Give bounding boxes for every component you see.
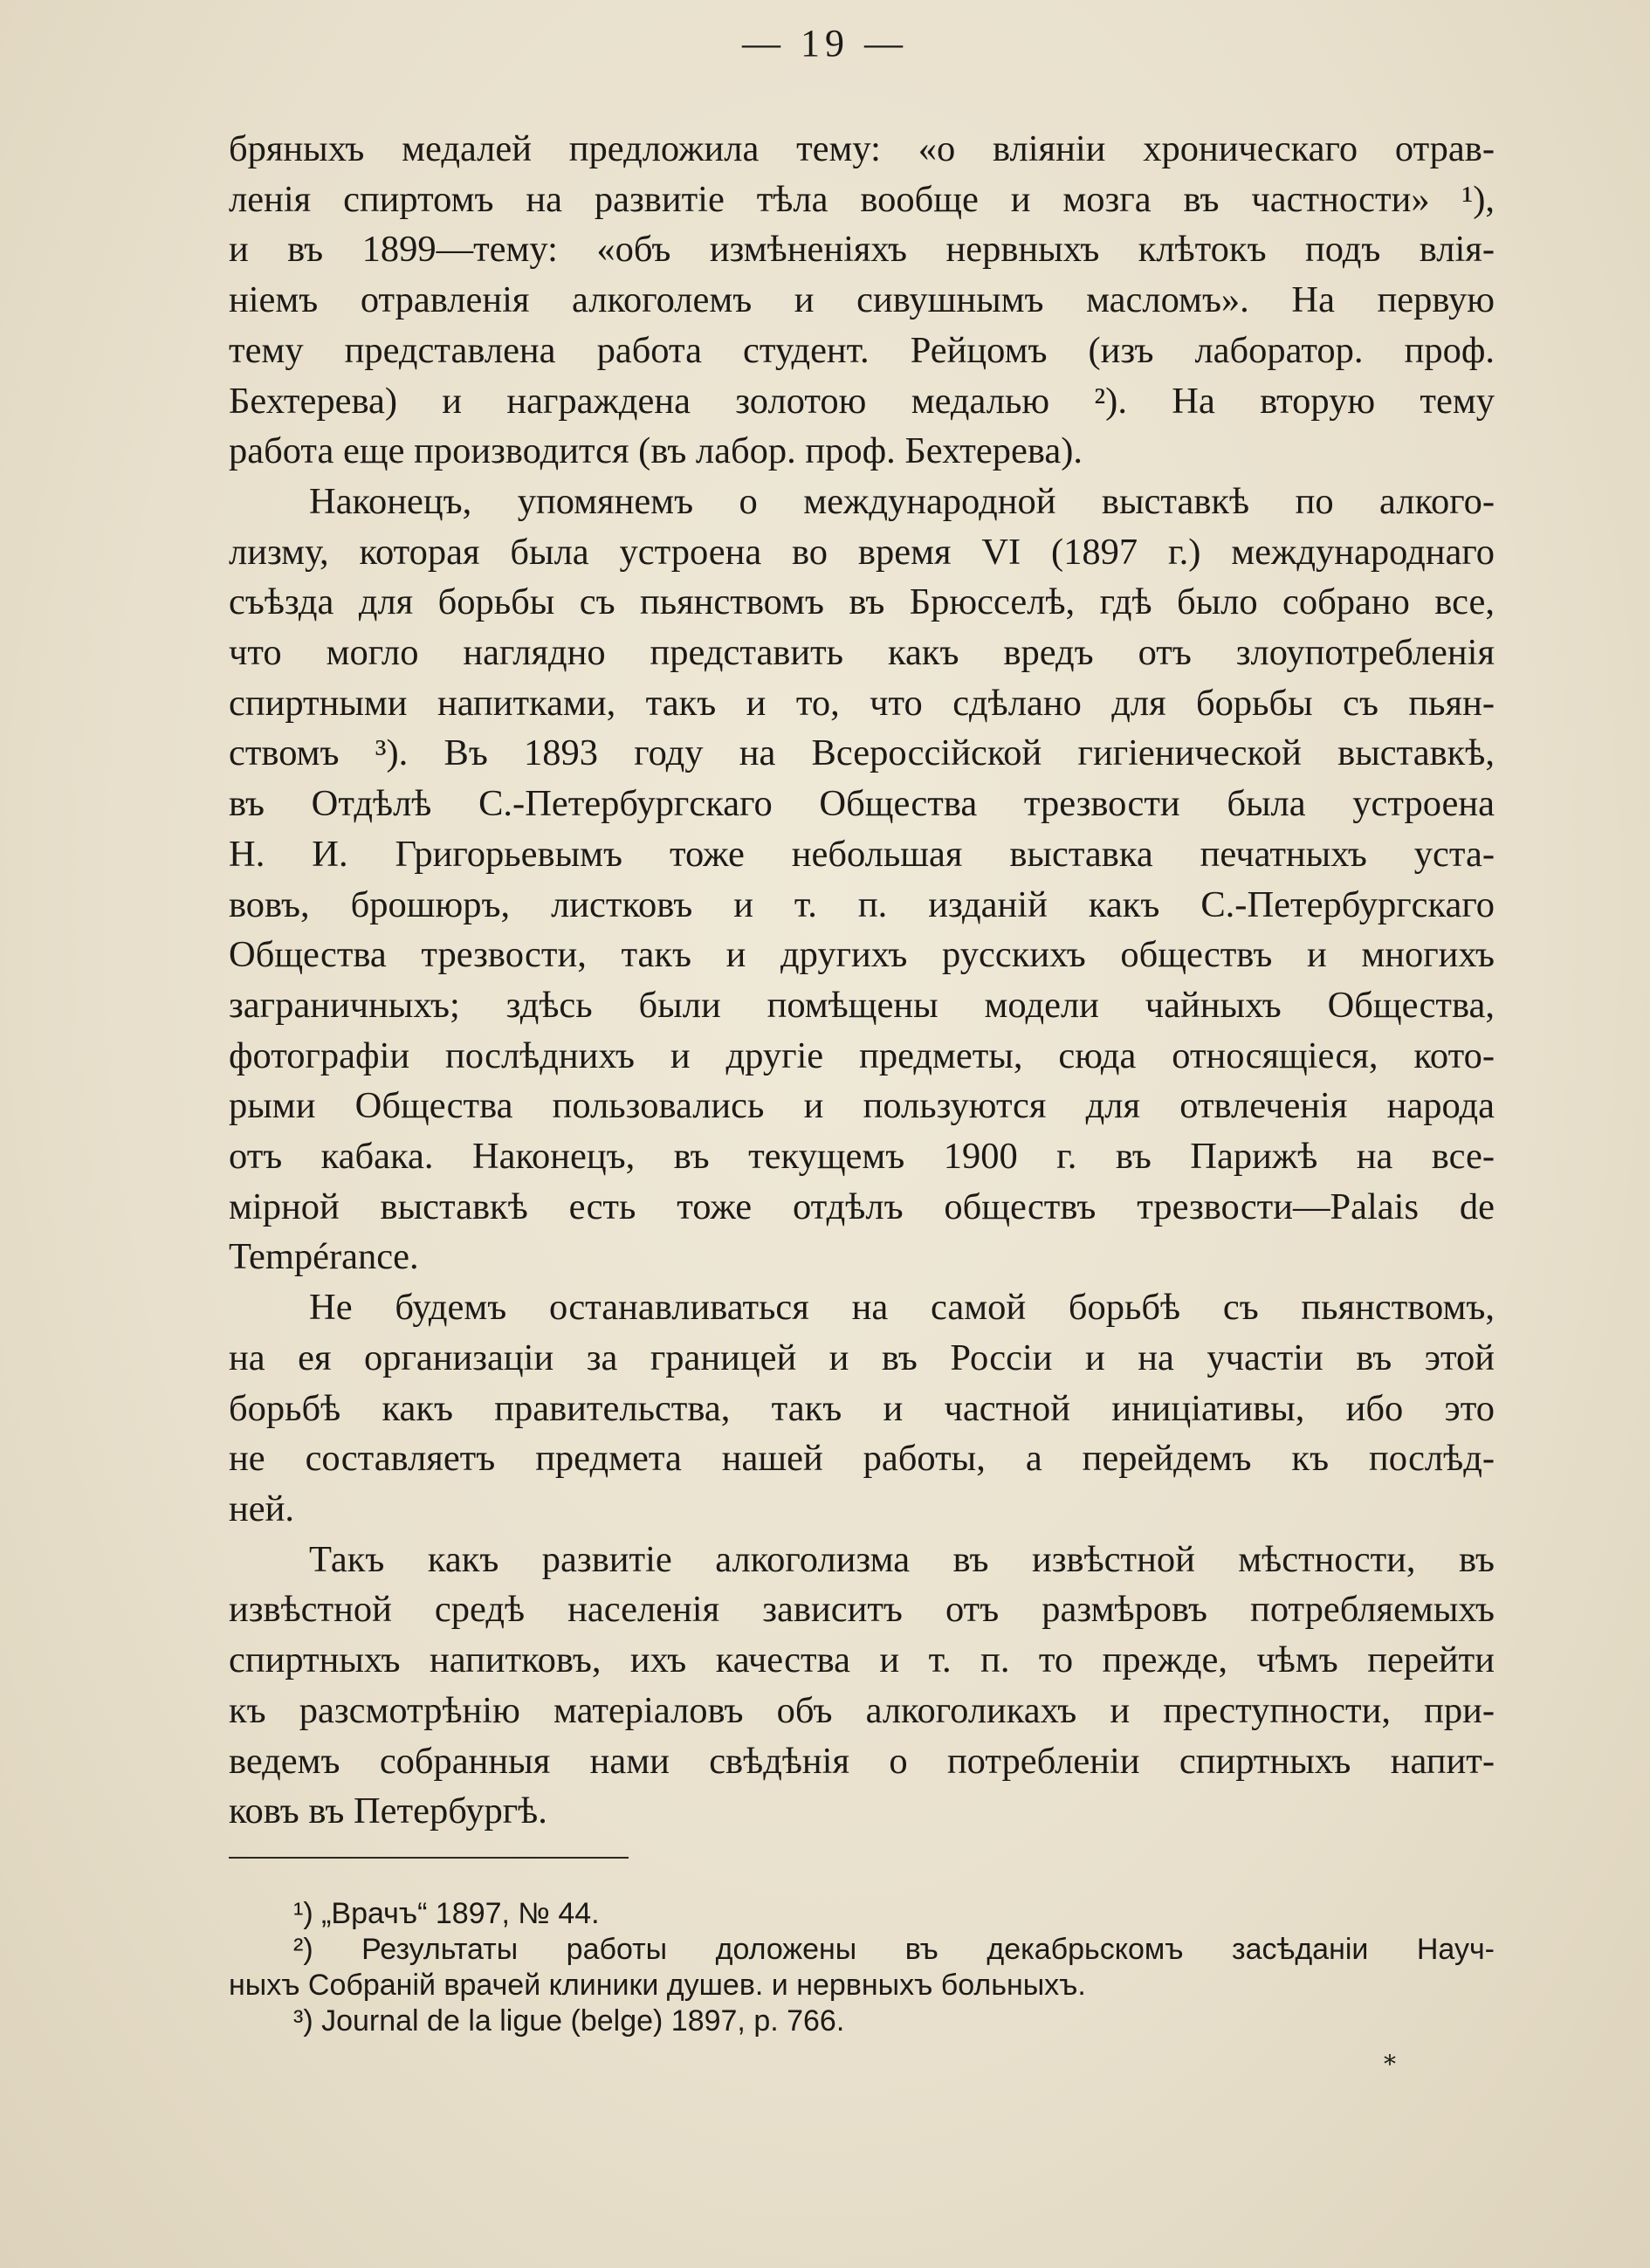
text-line: Н. И. Григорьевымъ тоже небольшая выставка печатныхъ уста-: [229, 833, 1495, 875]
footnote-1: ¹) „Врачъ“ 1897, № 44.: [293, 1897, 600, 1930]
footnote-separator: [229, 1857, 629, 1859]
text-line: заграничныхъ; здѣсь были помѣщены модели чайныхъ Общества,: [229, 984, 1495, 1026]
text-line: вовъ, брошюръ, листковъ и т. п. изданій какъ С.-Петербургскаго: [229, 883, 1495, 925]
text-line: ленія спиртомъ на развитіе тѣла вообще и мозга въ частности» ¹),: [229, 178, 1495, 220]
text-line: что могло наглядно представить какъ вредъ отъ злоупотребленія: [229, 632, 1495, 674]
footnote-2: ²) Результаты работы доложены въ декабрьскомъ засѣданіи Науч-: [293, 1933, 1495, 1966]
paragraph-3: [229, 1282, 1495, 1535]
text-line: борьбѣ какъ правительства, такъ и частной иниціативы, ибо это: [229, 1387, 1495, 1429]
text-line: ковъ въ Петербургѣ.: [229, 1790, 547, 1832]
text-line: тему представлена работа студент. Рейцомъ (изъ лаборатор. проф.: [229, 329, 1495, 371]
text-line: спиртныхъ напитковъ, ихъ качества и т. п. то прежде, чѣмъ перейти: [229, 1639, 1495, 1681]
text-line: на ея организаціи за границей и въ Россіи и на участіи въ этой: [229, 1337, 1495, 1378]
text-line: бряныхъ медалей предложила тему: «о вліяніи хроническаго отрав-: [229, 128, 1495, 169]
page-number: — 19 —: [742, 22, 908, 65]
text-line: не составляетъ предмета нашей работы, а перейдемъ къ послѣд-: [229, 1438, 1495, 1480]
text-line: Не будемъ останавливаться на самой борьбѣ съ пьянствомъ,: [309, 1287, 1495, 1329]
text-line: Такъ какъ развитіе алкоголизма въ извѣстной мѣстности, въ: [309, 1538, 1495, 1580]
text-line: въ Отдѣлѣ С.-Петербургскаго Общества трезвости была устроена: [229, 783, 1495, 825]
text-line: работа еще производится (въ лабор. проф. Бехтерева).: [229, 430, 1083, 472]
main-text: [229, 124, 1495, 1837]
text-line: рыми Общества пользовались и пользуются для отвлеченія народа: [229, 1085, 1495, 1127]
text-line: ведемъ собранныя нами свѣдѣнія о потребленіи спиртныхъ напит-: [229, 1740, 1495, 1782]
printer-mark: *: [1384, 2050, 1396, 2079]
footnote-2-continuation: ныхъ Собраній врачей клиники душев. и нервныхъ больныхъ.: [229, 1969, 1086, 2002]
text-line: съѣзда для борьбы съ пьянствомъ въ Брюсселѣ, гдѣ было собрано все,: [229, 581, 1495, 623]
text-line: фотографіи послѣднихъ и другіе предметы, сюда относящіеся, кото-: [229, 1034, 1495, 1076]
text-line: спиртными напитками, такъ и то, что сдѣлано для борьбы съ пьян-: [229, 682, 1495, 724]
text-line: ствомъ ³). Въ 1893 году на Всероссійской гигіенической выставкѣ,: [229, 732, 1495, 774]
text-line: и въ 1899—тему: «объ измѣненіяхъ нервныхъ клѣтокъ подъ влія-: [229, 229, 1495, 271]
text-line: Общества трезвости, такъ и другихъ русскихъ обществъ и многихъ: [229, 934, 1495, 976]
text-line: отъ кабака. Наконецъ, въ текущемъ 1900 г. въ Парижѣ на все-: [229, 1136, 1495, 1178]
paragraph-2: [229, 477, 1495, 1282]
paragraph-1: [229, 124, 1495, 477]
paragraph-4: [229, 1535, 1495, 1837]
text-line: къ разсмотрѣнію матеріаловъ объ алкоголикахъ и преступности, при-: [229, 1689, 1495, 1731]
footnote-3: ³) Journal de la ligue (belge) 1897, p. 766.: [293, 2004, 845, 2038]
text-line: извѣстной средѣ населенія зависитъ отъ размѣровъ потребляемыхъ: [229, 1589, 1495, 1631]
text-line: Бехтерева) и награждена золотою медалью ²). На вторую тему: [229, 380, 1495, 422]
text-line: Tempérance.: [229, 1236, 419, 1278]
footnotes: [229, 1896, 1495, 2039]
text-line: мірной выставкѣ есть тоже отдѣлъ обществъ трезвости—Palais de: [229, 1186, 1495, 1227]
text-line: ней.: [229, 1488, 294, 1529]
text-line: лизму, которая была устроена во время VI (1897 г.) международнаго: [229, 531, 1495, 573]
text-line: Наконецъ, упомянемъ о международной выставкѣ по алкого-: [309, 480, 1495, 522]
text-line: ніемъ отравленія алкоголемъ и сивушнымъ масломъ». На первую: [229, 279, 1495, 321]
